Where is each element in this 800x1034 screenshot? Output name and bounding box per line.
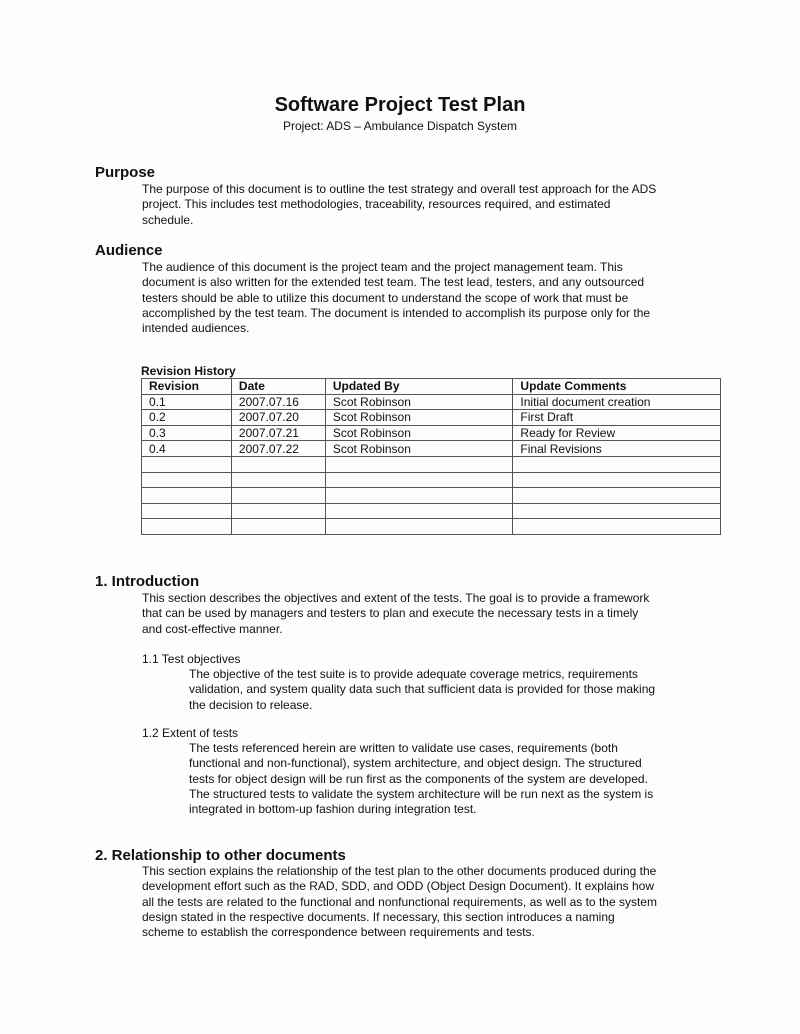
text-line: project. This includes test methodologies, traceability, resources required, and estimated	[142, 197, 611, 212]
table-cell	[513, 503, 721, 519]
table-header-row	[142, 379, 721, 395]
table-cell: Ready for Review	[513, 425, 721, 441]
column-header: Date	[231, 379, 325, 395]
table-cell	[325, 456, 513, 472]
table-cell: 2007.07.21	[231, 425, 325, 441]
document-title: Software Project Test Plan	[274, 94, 526, 116]
table-cell	[142, 488, 232, 504]
table-cell: 2007.07.16	[231, 394, 325, 410]
text-line: The purpose of this document is to outline the test strategy and overall test approach for the ADS	[142, 182, 657, 196]
audience-paragraph	[142, 260, 650, 336]
table-cell: 0.3	[142, 425, 232, 441]
table-cell	[142, 519, 232, 535]
table-cell	[142, 456, 232, 472]
table-cell: 0.4	[142, 441, 232, 457]
table-cell	[325, 488, 513, 504]
test-objectives-paragraph	[189, 667, 655, 713]
column-header: Revision	[142, 379, 232, 395]
table-row	[142, 410, 721, 426]
purpose-heading: Purpose	[95, 164, 156, 181]
text-line: design stated in the respective documents. If necessary, this section introduces a naming	[142, 909, 615, 924]
table-cell: Final Revisions	[513, 441, 721, 457]
table-cell: 2007.07.20	[231, 410, 325, 426]
text-line: document is also written for the extended test team. The test lead, testers, and any outsourced	[142, 275, 645, 290]
text-line: This section describes the objectives and extent of the tests. The goal is to provide a framework	[142, 591, 650, 605]
extent-heading: 1.2 Extent of tests	[142, 726, 239, 740]
relationship-heading: 2. Relationship to other documents	[95, 847, 346, 864]
table-row	[142, 472, 721, 488]
table-cell	[231, 456, 325, 472]
text-line: all the tests are related to the functional and nonfunctional requirements, as well as to the system	[142, 894, 657, 909]
table-cell	[231, 503, 325, 519]
table-cell	[231, 488, 325, 504]
table-cell	[513, 456, 721, 472]
text-line: The audience of this document is the project team and the project management team. This	[142, 260, 623, 274]
table-cell	[231, 519, 325, 535]
relationship-paragraph	[142, 864, 657, 940]
text-line: schedule.	[142, 212, 194, 227]
table-cell	[231, 472, 325, 488]
table-cell: Initial document creation	[513, 394, 721, 410]
text-line: and cost-effective manner.	[142, 621, 283, 636]
table-cell	[513, 488, 721, 504]
introduction-heading: 1. Introduction	[95, 573, 200, 590]
table-cell	[513, 519, 721, 535]
text-line: functional and non-functional), system architecture, and object design. The structured	[189, 756, 642, 771]
text-line: accomplished by the test team. The document is intended to accomplish its purpose only for the	[142, 305, 651, 320]
table-cell: 0.2	[142, 410, 232, 426]
text-line: testers should be able to utilize this document to understand the scope of work that must be	[142, 290, 629, 305]
text-line: The tests referenced herein are written to validate use cases, requirements (both	[189, 741, 618, 755]
text-line: This section explains the relationship of the test plan to the other documents produced during the	[142, 864, 657, 878]
revision-history-caption: Revision History	[141, 364, 236, 378]
table-cell	[142, 503, 232, 519]
column-header: Updated By	[325, 379, 513, 395]
table-cell	[513, 472, 721, 488]
text-line: intended audiences.	[142, 321, 250, 336]
table-cell	[325, 519, 513, 535]
table-row	[142, 488, 721, 504]
text-line: The objective of the test suite is to provide adequate coverage metrics, requirements	[189, 667, 638, 681]
audience-heading: Audience	[95, 242, 163, 259]
table-cell: 0.1	[142, 394, 232, 410]
text-line: scheme to establish the correspondence between requirements and tests.	[142, 925, 535, 940]
table-cell: Scot Robinson	[325, 425, 513, 441]
table-row	[142, 441, 721, 457]
table-row	[142, 394, 721, 410]
introduction-paragraph	[142, 591, 649, 637]
text-line: integrated in bottom-up fashion during integration test.	[189, 802, 477, 817]
table-cell	[325, 472, 513, 488]
revision-history-table	[141, 378, 721, 535]
table-row	[142, 519, 721, 535]
table-row	[142, 425, 721, 441]
table-cell: Scot Robinson	[325, 410, 513, 426]
text-line: The structured tests to validate the system architecture will be run next as the system is	[189, 786, 654, 801]
test-objectives-heading: 1.1 Test objectives	[142, 652, 241, 666]
purpose-paragraph	[142, 182, 656, 228]
extent-paragraph	[189, 741, 653, 817]
text-line: tests for object design will be run first as the components of the system are developed.	[189, 771, 648, 786]
text-line: that can be used by managers and testers to plan and execute the necessary tests in a timely	[142, 606, 639, 621]
text-line: the decision to release.	[189, 697, 313, 712]
table-cell	[325, 503, 513, 519]
document-subtitle: Project: ADS – Ambulance Dispatch System	[282, 119, 518, 133]
table-row	[142, 503, 721, 519]
text-line: development effort such as the RAD, SDD, and ODD (Object Design Document). It explains how	[142, 879, 655, 894]
table-cell: Scot Robinson	[325, 441, 513, 457]
table-row	[142, 456, 721, 472]
table-cell	[142, 472, 232, 488]
text-line: validation, and system quality data such that sufficient data is provided for those making	[189, 682, 656, 697]
table-cell: 2007.07.22	[231, 441, 325, 457]
column-header: Update Comments	[513, 379, 721, 395]
table-cell: First Draft	[513, 410, 721, 426]
table-cell: Scot Robinson	[325, 394, 513, 410]
